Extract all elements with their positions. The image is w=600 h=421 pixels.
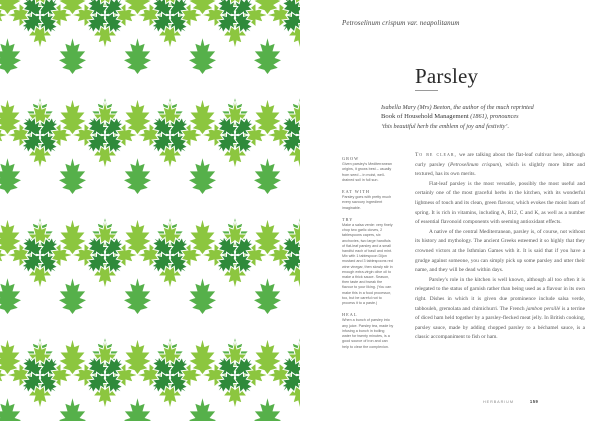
dish-name: jambon persillé: [526, 305, 561, 312]
sidebar-text: When a bunch of parsley into any juice. Parsley tea, made by infusing a bunch in boiling water for twenty minutes, is a good source of iron and can help to clear the complexion.: [342, 318, 394, 349]
intro-book-title: Book of Household Management: [381, 113, 469, 121]
body-text-span: we are talking about the flat-leaf cultivar here, although curly parsley (: [415, 152, 585, 168]
sidebar-heading: TRY: [342, 216, 354, 222]
title-divider: [415, 90, 438, 91]
intro-year: (1861), pronounces: [470, 113, 519, 121]
intro-quote-text: ‘this beautiful herb the emblem of joy and festivity’.: [381, 122, 510, 130]
page-footer: [483, 399, 538, 404]
running-footer-section: HERBARIUM: [483, 399, 514, 404]
sidebar-try: [342, 217, 394, 306]
body-paragraph: A native of the central Mediterranean, parsley is, of course, not without its history and mythology. The ancient Greeks esteemed it so highly that they crowned victors at the Isthmian Games with it. It is said that if you have a grudge against someone, you can simply pick up some parsley and utter their name, and they will be dead within days.: [415, 228, 585, 274]
main-body-text: [415, 151, 585, 343]
sidebar-notes: [342, 156, 394, 356]
body-text-span: ), which is slightly more bitter and textured, has its own merits.: [415, 161, 585, 178]
page-title: Parsley: [415, 64, 479, 88]
lead-in: To be clear,: [415, 152, 457, 158]
body-text-span: Parsley's role in the kitchen is well known, although all too often it is relegated to the status of garnish rather than being used as a flavour in its own right. Dishes in which it is given due prominence include salsa verde, tabbouleh, gremolata and chimichurri. The French: [415, 276, 585, 312]
species-latin-name: Petroselinum crispum var. neapolitanum: [342, 19, 460, 27]
sidebar-heading: GROW: [342, 156, 360, 161]
body-paragraph: [415, 151, 585, 180]
page-number: 159: [529, 399, 539, 404]
sidebar-eat-with: [342, 189, 394, 211]
sidebar-heading: HEAL: [342, 312, 358, 318]
intro-line-a: Isabella Mary (Mrs) Beeton, the author of the much reprinted: [381, 104, 534, 111]
latin-name: Petroselinum crispum: [449, 161, 500, 168]
sidebar-text: Given parsley's Mediterranean origins, it grows best – usually from seed – in moist, well-drained soil in full sun.: [342, 162, 392, 182]
sidebar-heading: EAT WITH: [342, 189, 371, 195]
sidebar-heal: [342, 312, 394, 349]
body-paragraph: [415, 276, 585, 343]
sidebar-text: Parsley goes with pretty much every savoury ingredient imaginable.: [342, 195, 392, 210]
sidebar-text: Make a salsa verde: very finely chop two garlic cloves, 2 tablespoons capers, six anchovies, two large handfuls of flat-leaf parsley and a small handful each of basil and mint. Mix with 1 tablespoon Dijon mustard and 3 tablespoons red wine vinegar, then slowly stir in enough extra-virgin olive oil to make a thick sauce. Season, then taste and tweak the flavour to your liking. (You can make this in a food processor, too, but be careful not to process it to a paste.): [342, 223, 393, 306]
body-paragraph: Flat-leaf parsley is the most versatile, possibly the most useful and certainly one of the most graceful herbs in the kitchen, with its wonderful lightness of touch and its clean, green flavour, which evokes the moist loam of spring. It is rich in vitamins, including A, B12, C and K, as well as a number of essential flavonoid components with seeming antioxidant effects.: [415, 180, 585, 226]
intro-quote: [381, 103, 561, 131]
body-text-span: is a terrine of diced ham held together by a parsley-flecked meat jelly. In British cooking, parsley sauce, made by adding chopped parsley to a béchamel sauce, is a classic accompaniment to fish or ham.: [415, 305, 585, 341]
sidebar-grow: [342, 156, 394, 183]
